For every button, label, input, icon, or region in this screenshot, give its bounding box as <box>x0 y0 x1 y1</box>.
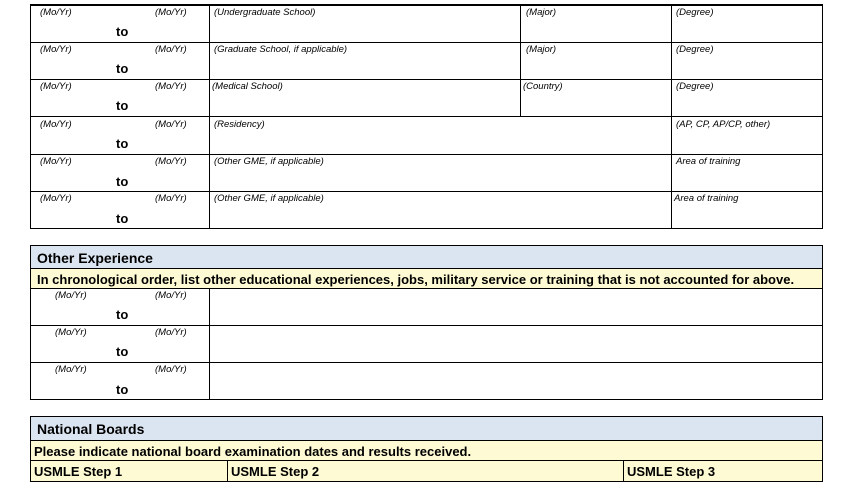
education-row-6-institution-hint: (Other GME, if applicable) <box>214 193 324 204</box>
national-boards-instruction: Please indicate national board examination dates and results received. <box>34 444 472 459</box>
education-row-1-field-hint: (Major) <box>526 7 557 18</box>
other-experience-row-2-until: (Mo/Yr) <box>155 327 187 338</box>
other-experience-row-2-from: (Mo/Yr) <box>55 327 87 338</box>
usmle-step-3-label: USMLE Step 3 <box>627 464 716 479</box>
education-row-4-institution-hint: (Residency) <box>214 119 265 130</box>
education-row-3-degree-hint: (Degree) <box>676 81 714 92</box>
education-row-2-degree-hint: (Degree) <box>676 44 714 55</box>
education-row-6-from: (Mo/Yr) <box>40 193 72 204</box>
education-row-3-until: (Mo/Yr) <box>155 81 187 92</box>
other-experience-row-3-until: (Mo/Yr) <box>155 364 187 375</box>
education-row-2-from: (Mo/Yr) <box>40 44 72 55</box>
education-row-3-institution-hint: (Medical School) <box>212 81 283 92</box>
education-row-5-until: (Mo/Yr) <box>155 156 187 167</box>
other-experience-row-1-from: (Mo/Yr) <box>55 290 87 301</box>
education-row-1-degree-hint: (Degree) <box>676 7 714 18</box>
education-row-5-institution-hint: (Other GME, if applicable) <box>214 156 324 167</box>
education-row-2-institution-hint: (Graduate School, if applicable) <box>214 44 348 55</box>
education-row-2-until: (Mo/Yr) <box>155 44 187 55</box>
education-row-6-until: (Mo/Yr) <box>155 193 187 204</box>
education-row-2-field-hint: (Major) <box>526 44 557 55</box>
education-row-5-from: (Mo/Yr) <box>40 156 72 167</box>
national-boards-title: National Boards <box>37 421 145 437</box>
national-boards-header <box>30 416 823 441</box>
usmle-step-3-cell <box>623 460 823 482</box>
usmle-step-1-cell <box>30 460 228 482</box>
usmle-step-2-label: USMLE Step 2 <box>231 464 320 479</box>
education-row-5-degree-hint: Area of training <box>676 156 741 167</box>
education-row-4-degree-hint: (AP, CP, AP/CP, other) <box>676 119 771 130</box>
other-experience-row-2-description[interactable] <box>209 325 823 363</box>
education-row-1-until: (Mo/Yr) <box>155 7 187 18</box>
education-row-4-from: (Mo/Yr) <box>40 119 72 130</box>
education-row-2-to: to <box>116 61 129 76</box>
education-row-1-from: (Mo/Yr) <box>40 7 72 18</box>
usmle-step-2-cell <box>227 460 624 482</box>
education-row-6-degree-hint: Area of training <box>674 193 739 204</box>
education-row-3-field-hint: (Country) <box>523 81 563 92</box>
education-row-4-to: to <box>116 136 129 151</box>
other-experience-header <box>30 245 823 269</box>
other-experience-row-2-to: to <box>116 344 129 359</box>
education-row-4-until: (Mo/Yr) <box>155 119 187 130</box>
other-experience-title: Other Experience <box>37 250 153 266</box>
education-row-5-to: to <box>116 174 129 189</box>
education-row-3-from: (Mo/Yr) <box>40 81 72 92</box>
usmle-step-1-label: USMLE Step 1 <box>34 464 123 479</box>
education-row-3-to: to <box>116 98 129 113</box>
national-boards-instruction-bar <box>30 440 823 461</box>
other-experience-row-3-from: (Mo/Yr) <box>55 364 87 375</box>
education-row-1-institution-hint: (Undergraduate School) <box>214 7 316 18</box>
other-experience-row-1-until: (Mo/Yr) <box>155 290 187 301</box>
other-experience-row-3-description[interactable] <box>209 362 823 400</box>
other-experience-instruction: In chronological order, list other educational experiences, jobs, military service or training that is not accounted for above. <box>37 272 795 287</box>
education-row-6-to: to <box>116 211 129 226</box>
other-experience-row-3-to: to <box>116 382 129 397</box>
education-row-4-institution[interactable] <box>209 116 672 155</box>
other-experience-row-1-to: to <box>116 307 129 322</box>
other-experience-instruction-bar <box>30 268 823 289</box>
other-experience-row-1-description[interactable] <box>209 288 823 326</box>
education-row-1-to: to <box>116 24 129 39</box>
